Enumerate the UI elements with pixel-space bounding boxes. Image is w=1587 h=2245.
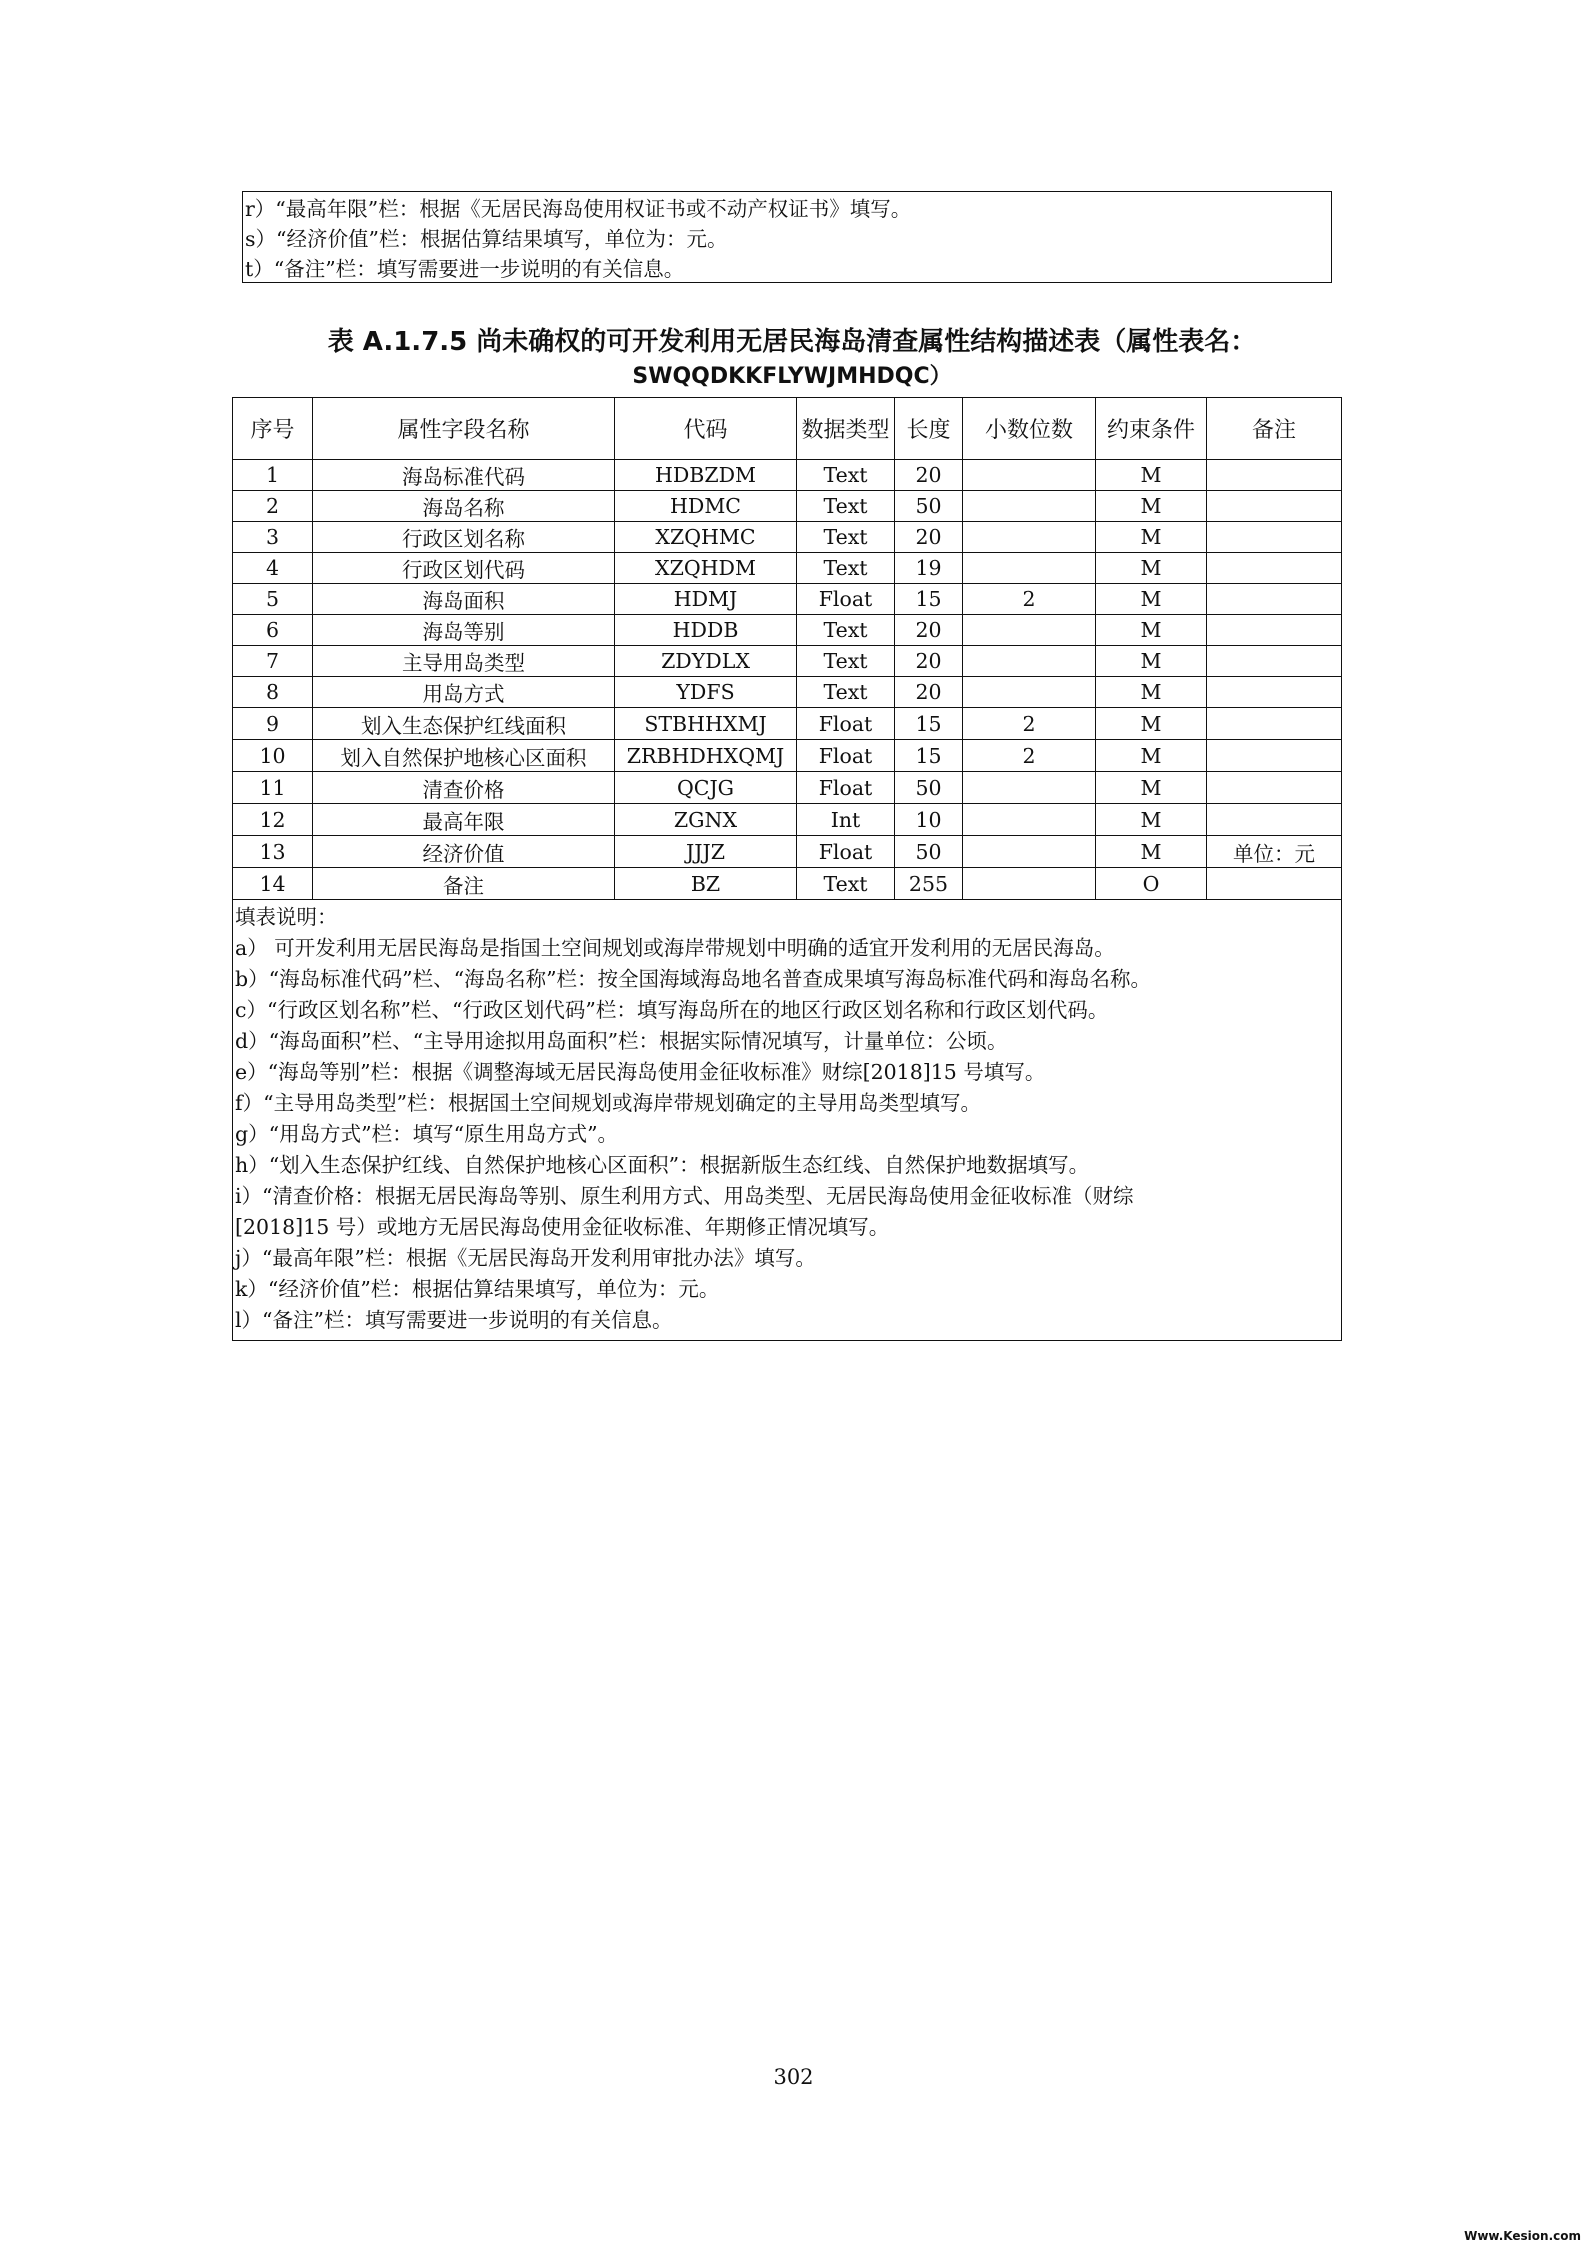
instruction-line: a） 可开发利用无居民海岛是指国土空间规划或海岸带规划中明确的适宜开发利用的无居民海岛。: [235, 936, 1115, 960]
table-cell: Text: [797, 615, 895, 646]
header-cell: 代码: [615, 398, 797, 460]
page-number: 302: [773, 2065, 814, 2089]
instruction-line: d）“海岛面积”栏、“主导用途拟用岛面积”栏：根据实际情况填写，计量单位：公顷。: [235, 1029, 1008, 1053]
table-row: [233, 740, 1342, 772]
table-cell: 20: [895, 646, 963, 677]
table-cell: QCJG: [615, 772, 797, 804]
table-cell: 19: [895, 553, 963, 584]
table-cell: YDFS: [615, 677, 797, 708]
fill-instructions-row: [233, 900, 1342, 1341]
table-cell: Float: [797, 836, 895, 868]
table-cell: 14: [233, 868, 313, 900]
table-cell: 10: [895, 804, 963, 836]
table-cell: M: [1096, 553, 1207, 584]
table-cell: 行政区划名称: [313, 522, 615, 553]
note-line-r: r）“最高年限”栏：根据《无居民海岛使用权证书或不动产权证书》填写。: [245, 197, 912, 221]
table-cell: HDMJ: [615, 584, 797, 615]
table-cell: [963, 491, 1096, 522]
table-cell: Text: [797, 522, 895, 553]
table-cell: 海岛名称: [313, 491, 615, 522]
instruction-line: j）“最高年限”栏：根据《无居民海岛开发利用审批办法》填写。: [235, 1246, 816, 1270]
fill-instructions: [233, 900, 1342, 1341]
table-cell: [963, 836, 1096, 868]
header-cell: 属性字段名称: [313, 398, 615, 460]
table-cell: Text: [797, 491, 895, 522]
table-cell: M: [1096, 740, 1207, 772]
table-cell: [963, 868, 1096, 900]
table-cell: 11: [233, 772, 313, 804]
table-cell: Float: [797, 740, 895, 772]
table-row: [233, 677, 1342, 708]
table-cell: [1207, 740, 1342, 772]
instruction-line: b）“海岛标准代码”栏、“海岛名称”栏：按全国海域海岛地名普查成果填写海岛标准代码和海岛名称。: [235, 967, 1152, 991]
table-cell: 50: [895, 772, 963, 804]
instruction-line: k）“经济价值”栏：根据估算结果填写，单位为：元。: [235, 1277, 720, 1301]
table-cell: 2: [233, 491, 313, 522]
table-cell: 15: [895, 740, 963, 772]
table-cell: HDDB: [615, 615, 797, 646]
header-cell: 约束条件: [1096, 398, 1207, 460]
table-cell: 7: [233, 646, 313, 677]
table-cell: Text: [797, 460, 895, 491]
table-cell: 经济价值: [313, 836, 615, 868]
table-cell: O: [1096, 868, 1207, 900]
table-cell: 20: [895, 677, 963, 708]
table-cell: 50: [895, 836, 963, 868]
table-row: [233, 646, 1342, 677]
previous-table-notes: [242, 191, 1332, 283]
table-cell: 划入生态保护红线面积: [313, 708, 615, 740]
table-cell: 8: [233, 677, 313, 708]
table-cell: [1207, 804, 1342, 836]
instruction-line: f）“主导用岛类型”栏：根据国土空间规划或海岸带规划确定的主导用岛类型填写。: [235, 1091, 982, 1115]
table-cell: HDMC: [615, 491, 797, 522]
table-cell: M: [1096, 708, 1207, 740]
table-cell: 主导用岛类型: [313, 646, 615, 677]
instruction-line: e）“海岛等别”栏：根据《调整海域无居民海岛使用金征收标准》财综[2018]15 号填写。: [235, 1060, 1046, 1084]
table-cell: 20: [895, 615, 963, 646]
table-cell: [1207, 677, 1342, 708]
table-row: [233, 836, 1342, 868]
table-cell: Text: [797, 677, 895, 708]
table-cell: ZRBHDHXQMJ: [615, 740, 797, 772]
instruction-line: [2018]15 号）或地方无居民海岛使用金征收标准、年期修正情况填写。: [235, 1215, 890, 1239]
table-cell: M: [1096, 584, 1207, 615]
table-cell: 13: [233, 836, 313, 868]
table-cell: 2: [963, 740, 1096, 772]
table-cell: M: [1096, 804, 1207, 836]
note-line-s: s）“经济价值”栏：根据估算结果填写，单位为：元。: [245, 227, 728, 251]
table-cell: [963, 522, 1096, 553]
watermark: Www.Kesion.com: [1464, 2229, 1581, 2243]
table-cell: 255: [895, 868, 963, 900]
table-cell: Float: [797, 772, 895, 804]
table-row: [233, 708, 1342, 740]
table-cell: M: [1096, 836, 1207, 868]
table-cell: 海岛标准代码: [313, 460, 615, 491]
table-cell: [963, 553, 1096, 584]
table-cell: 海岛面积: [313, 584, 615, 615]
table-cell: 20: [895, 460, 963, 491]
table-caption: 表 A.1.7.5 尚未确权的可开发利用无居民海岛清查属性结构描述表（属性表名：: [327, 327, 1257, 357]
table-row: [233, 460, 1342, 491]
table-cell: [1207, 491, 1342, 522]
table-cell: 5: [233, 584, 313, 615]
table-cell: 15: [895, 708, 963, 740]
table-row: [233, 804, 1342, 836]
table-cell: 1: [233, 460, 313, 491]
table-cell: [963, 460, 1096, 491]
table-cell: [1207, 553, 1342, 584]
table-cell: [1207, 584, 1342, 615]
instruction-line: i）“清查价格：根据无居民海岛等别、原生利用方式、用岛类型、无居民海岛使用金征收标准（财综: [235, 1184, 1134, 1208]
table-cell: ZGNX: [615, 804, 797, 836]
table-cell: [1207, 772, 1342, 804]
table-cell: M: [1096, 646, 1207, 677]
table-cell: [1207, 460, 1342, 491]
table-cell: [963, 646, 1096, 677]
table-cell: [1207, 646, 1342, 677]
table-cell: M: [1096, 460, 1207, 491]
table-cell: M: [1096, 772, 1207, 804]
table-cell: Float: [797, 584, 895, 615]
table-cell: XZQHMC: [615, 522, 797, 553]
instruction-line: l）“备注”栏：填写需要进一步说明的有关信息。: [235, 1308, 673, 1332]
table-cell: Float: [797, 708, 895, 740]
table-cell: [963, 615, 1096, 646]
table-cell: 划入自然保护地核心区面积: [313, 740, 615, 772]
table-row: [233, 584, 1342, 615]
table-cell: Text: [797, 646, 895, 677]
table-cell: 50: [895, 491, 963, 522]
table-cell: 3: [233, 522, 313, 553]
table-cell: 用岛方式: [313, 677, 615, 708]
table-cell: M: [1096, 677, 1207, 708]
header-cell: 长度: [895, 398, 963, 460]
table-cell: XZQHDM: [615, 553, 797, 584]
table-cell: [963, 772, 1096, 804]
table-cell: 海岛等别: [313, 615, 615, 646]
table-cell: 9: [233, 708, 313, 740]
table-cell: [1207, 868, 1342, 900]
table-cell: [1207, 522, 1342, 553]
table-row: [233, 491, 1342, 522]
table-cell: 行政区划代码: [313, 553, 615, 584]
instruction-line: g）“用岛方式”栏：填写“原生用岛方式”。: [235, 1122, 619, 1146]
table-cell: 4: [233, 553, 313, 584]
table-cell: 清查价格: [313, 772, 615, 804]
table-cell: 2: [963, 708, 1096, 740]
header-cell: 小数位数: [963, 398, 1096, 460]
table-cell: [963, 804, 1096, 836]
table-cell: 12: [233, 804, 313, 836]
table-cell: 备注: [313, 868, 615, 900]
table-cell: 15: [895, 584, 963, 615]
table-cell: 10: [233, 740, 313, 772]
table-cell: 20: [895, 522, 963, 553]
table-cell: HDBZDM: [615, 460, 797, 491]
table-cell: M: [1096, 491, 1207, 522]
table-row: [233, 615, 1342, 646]
table-cell: STBHHXMJ: [615, 708, 797, 740]
table-row: [233, 522, 1342, 553]
table-cell: BZ: [615, 868, 797, 900]
table-cell: 2: [963, 584, 1096, 615]
table-cell: 最高年限: [313, 804, 615, 836]
table-cell: [1207, 708, 1342, 740]
table-header-row: [233, 398, 1342, 460]
table-cell: Int: [797, 804, 895, 836]
table-row: [233, 553, 1342, 584]
note-line-t: t）“备注”栏：填写需要进一步说明的有关信息。: [245, 257, 685, 281]
table-row: [233, 772, 1342, 804]
table-cell: M: [1096, 615, 1207, 646]
instruction-line: c）“行政区划名称”栏、“行政区划代码”栏：填写海岛所在的地区行政区划名称和行政区划代码。: [235, 998, 1109, 1022]
instruction-line: h）“划入生态保护红线、自然保护地核心区面积”：根据新版生态红线、自然保护地数据填写。: [235, 1153, 1090, 1177]
header-cell: 序号: [233, 398, 313, 460]
header-cell: 数据类型: [797, 398, 895, 460]
table-caption-continued: SWQQDKKFLYWJMHDQC）: [632, 364, 952, 389]
table-cell: Text: [797, 553, 895, 584]
table-cell: [1207, 615, 1342, 646]
table-cell: ZDYDLX: [615, 646, 797, 677]
table-cell: 6: [233, 615, 313, 646]
table-cell: [963, 677, 1096, 708]
table-row: [233, 868, 1342, 900]
table-cell: JJJZ: [615, 836, 797, 868]
table-cell: Text: [797, 868, 895, 900]
instruction-line: 填表说明：: [235, 905, 338, 929]
header-cell: 备注: [1207, 398, 1342, 460]
table-cell: 单位：元: [1207, 836, 1342, 868]
table-cell: M: [1096, 522, 1207, 553]
attribute-structure-table: [232, 397, 1342, 1341]
